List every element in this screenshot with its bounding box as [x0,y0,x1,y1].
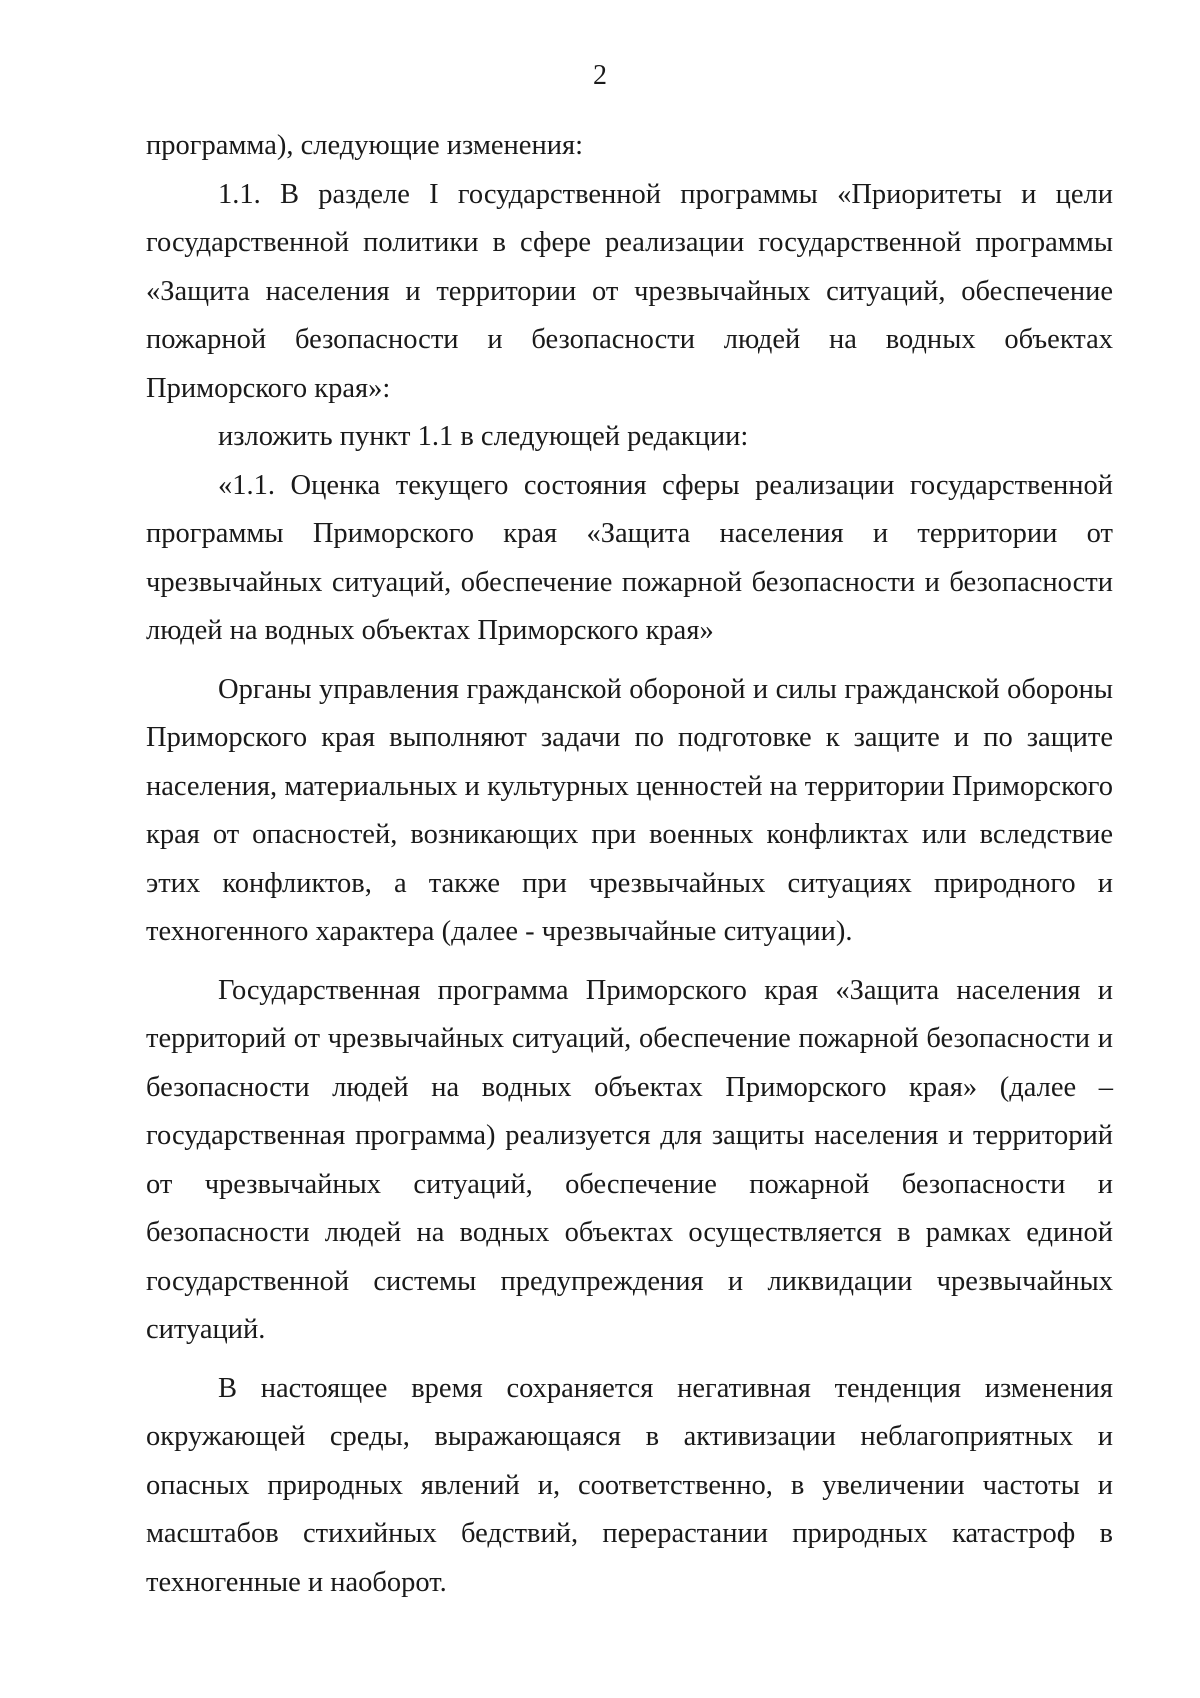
paragraph-continuation: программа), следующие изменения: [146,130,583,161]
paragraph-state-program: Государственная программа Приморского края «Защита населения и территорий от чрезвычайных ситуаций, обеспечение пожарной безопасности и безопасности людей на водных объектах Приморского края» (далее – государственная программа) реализуется для защиты населения и территорий от чрезвычайных ситуаций, обеспечение пожарной безопасности и безопасности людей на водных объектах осуществляется в рамках единой государственной системы предупреждения и ликвидации чрезвычайных ситуаций. [146,974,1113,1345]
paragraph-amendment-1-1: 1.1. В разделе I государственной программы «Приоритеты и цели государственной политики в сфере реализации государственной программы «Защита населения и территории от чрезвычайных ситуаций, обеспечение пожарной безопасности и безопасности людей на водных объектах Приморского края»: [146,178,1113,404]
paragraph-section-heading: «1.1. Оценка текущего состояния сферы реализации государственной программы Приморского края «Защита населения и территории от чрезвычайных ситуаций, обеспечение пожарной безопасности и безопасности людей на водных объектах Приморского края» [146,469,1113,646]
paragraph-civil-defense: Органы управления гражданской обороной и силы гражданской обороны Приморского края выполняют задачи по подготовке к защите и по защите населения, материальных и культурных ценностей на территории Приморского края от опасностей, возникающих при военных конфликтах или вследствие этих конфликтов, а также при чрезвычайных ситуациях природного и техногенного характера (далее - чрезвычайные ситуации). [146,673,1113,947]
page-number: 2 [593,60,607,91]
document-body [146,122,1113,1607]
paragraph-negative-trend: В настоящее время сохраняется негативная тенденция изменения окружающей среды, выражающаяся в активизации неблагоприятных и опасных природных явлений и, соответственно, в увеличении частоты и масштабов стихийных бедствий, перерастании природных катастроф в техногенные и наоборот. [146,1372,1113,1598]
paragraph-instruction: изложить пункт 1.1 в следующей редакции: [218,421,749,452]
